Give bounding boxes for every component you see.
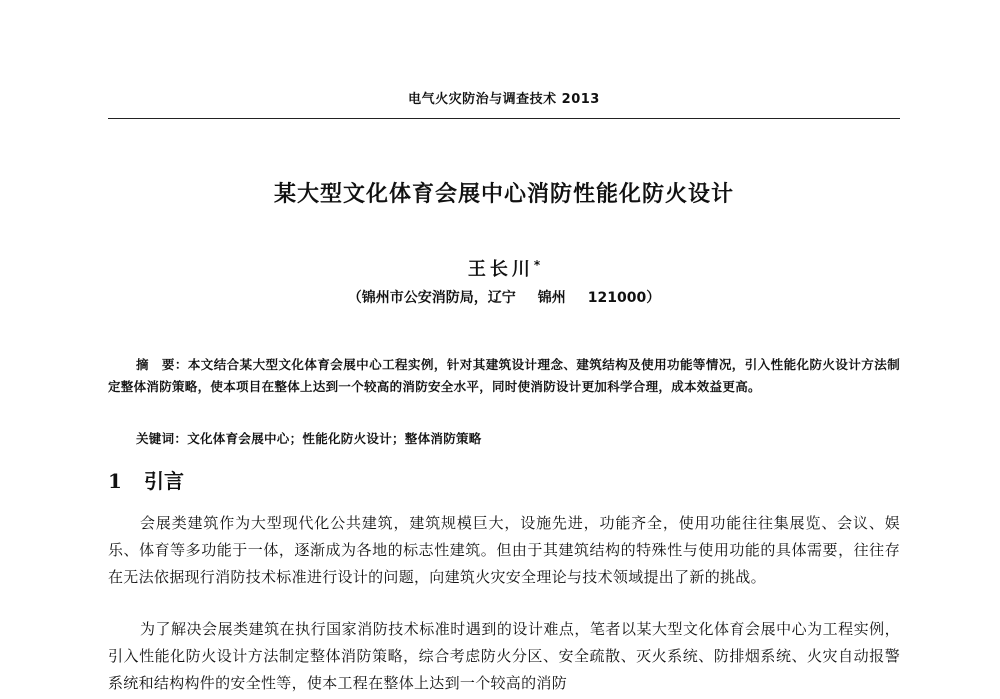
abstract-text: 本文结合某大型文化体育会展中心工程实例，针对其建筑设计理念、建筑结构及使用功能等情况，引入性能化防火设计方法制定整体消防策略，使本项目在整体上达到一个较高的消防安全水平，同时使消防设计更加科学合理，成本效益更高。 bbox=[108, 357, 900, 394]
author-footnote-mark: * bbox=[533, 258, 541, 272]
section-heading bbox=[108, 466, 184, 496]
section-number: 1 bbox=[108, 469, 122, 493]
running-header: 电气火灾防治与调查技术 2013 bbox=[408, 92, 600, 107]
body-paragraph: 会展类建筑作为大型现代化公共建筑，建筑规模巨大，设施先进，功能齐全，使用功能往往集展览、会议、娱乐、体育等多功能于一体，逐渐成为各地的标志性建筑。但由于其建筑结构的特殊性与使用功能的具体需要，往往存在无法依据现行消防技术标准进行设计的问题，向建筑火灾安全理论与技术领域提出了新的挑战。 bbox=[108, 514, 900, 586]
author-name: 王长川 bbox=[467, 259, 534, 280]
affiliation bbox=[108, 288, 900, 308]
abstract-label: 摘 要： bbox=[136, 357, 188, 372]
body-paragraph: 为了解决会展类建筑在执行国家消防技术标准时遇到的设计难点，笔者以某大型文化体育会展中心为工程实例，引入性能化防火设计方法制定整体消防策略，综合考虑防火分区、安全疏散、灭火系统、防排烟系统、火灾自动报警系统和结构构件的安全性等，使本工程在整体上达到一个较高的消防 bbox=[108, 620, 900, 692]
affiliation-city: 锦州 bbox=[537, 290, 566, 306]
affiliation-org: （锦州市公安消防局，辽宁 bbox=[347, 290, 516, 306]
author-line bbox=[108, 252, 900, 283]
section-title: 引言 bbox=[144, 469, 184, 493]
affiliation-postcode: 121000） bbox=[587, 290, 661, 306]
keywords-label: 关键词： bbox=[136, 431, 188, 446]
article-title: 某大型文化体育会展中心消防性能化防火设计 bbox=[273, 182, 734, 207]
keywords bbox=[108, 428, 900, 450]
header-rule bbox=[108, 118, 900, 119]
keywords-text: 文化体育会展中心；性能化防火设计；整体消防策略 bbox=[187, 431, 482, 446]
abstract bbox=[108, 354, 900, 398]
